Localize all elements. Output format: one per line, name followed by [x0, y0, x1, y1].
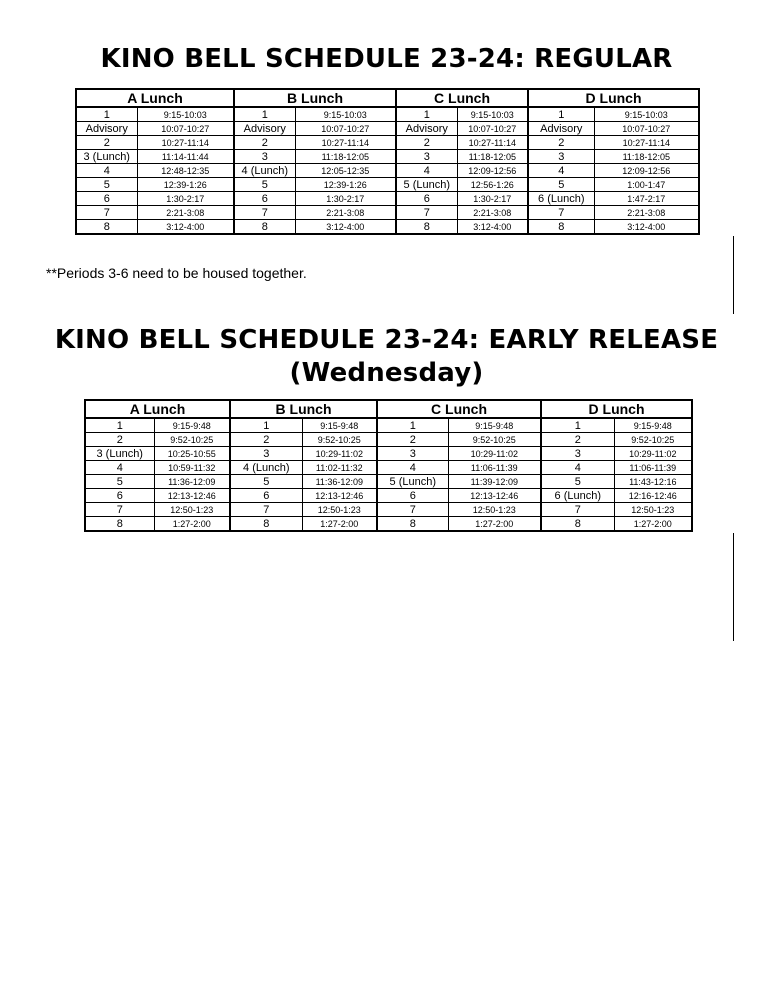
- period-cell: 6: [85, 489, 154, 503]
- period-cell: 8: [528, 220, 594, 235]
- regular-header-row: [76, 89, 699, 107]
- time-cell: 10:07-10:27: [457, 122, 528, 136]
- period-cell: 1: [541, 418, 614, 433]
- time-cell: 12:16-12:46: [614, 489, 692, 503]
- period-cell: 2: [396, 136, 457, 150]
- time-cell: 9:52-10:25: [154, 433, 230, 447]
- period-cell: 4: [377, 461, 448, 475]
- period-cell: 4: [528, 164, 594, 178]
- time-cell: 10:29-11:02: [448, 447, 541, 461]
- time-cell: 10:27-11:14: [137, 136, 234, 150]
- time-cell: 1:47-2:17: [594, 192, 699, 206]
- period-cell: 1: [528, 107, 594, 122]
- lunch-group-header: A Lunch: [76, 89, 234, 107]
- time-cell: 11:18-12:05: [295, 150, 396, 164]
- period-cell: 1: [230, 418, 302, 433]
- time-cell: 3:12-4:00: [137, 220, 234, 235]
- time-cell: 10:27-11:14: [295, 136, 396, 150]
- early-release-title-line1: KINO BELL SCHEDULE 23-24: EARLY RELEASE: [54, 325, 719, 355]
- period-cell: 7: [541, 503, 614, 517]
- time-cell: 12:09-12:56: [457, 164, 528, 178]
- time-cell: 9:15-10:03: [137, 107, 234, 122]
- table-row: [76, 192, 699, 206]
- table-row: [85, 503, 692, 517]
- period-cell: 7: [76, 206, 137, 220]
- period-cell: Advisory: [396, 122, 457, 136]
- table-row: [76, 150, 699, 164]
- time-cell: 10:07-10:27: [295, 122, 396, 136]
- time-cell: 9:15-9:48: [154, 418, 230, 433]
- lunch-group-header: C Lunch: [377, 400, 541, 418]
- time-cell: 12:50-1:23: [154, 503, 230, 517]
- time-cell: 12:13-12:46: [302, 489, 377, 503]
- period-cell: 7: [396, 206, 457, 220]
- period-cell: 3: [396, 150, 457, 164]
- time-cell: 3:12-4:00: [594, 220, 699, 235]
- period-cell: 2: [230, 433, 302, 447]
- table-row: [76, 122, 699, 136]
- table-row: [85, 433, 692, 447]
- lunch-group-header: B Lunch: [230, 400, 377, 418]
- period-cell: 3: [528, 150, 594, 164]
- period-cell: 1: [85, 418, 154, 433]
- period-cell: 7: [377, 503, 448, 517]
- period-cell: 5: [230, 475, 302, 489]
- time-cell: 9:15-9:48: [614, 418, 692, 433]
- time-cell: 12:39-1:26: [295, 178, 396, 192]
- period-cell: 2: [377, 433, 448, 447]
- early-header-row: [85, 400, 692, 418]
- time-cell: 12:39-1:26: [137, 178, 234, 192]
- period-cell: 1: [234, 107, 295, 122]
- table-row: [85, 461, 692, 475]
- period-cell: 4: [76, 164, 137, 178]
- period-cell: 8: [396, 220, 457, 235]
- table-row: [85, 447, 692, 461]
- period-cell: 6: [230, 489, 302, 503]
- time-cell: 12:50-1:23: [448, 503, 541, 517]
- time-cell: 9:15-9:48: [302, 418, 377, 433]
- period-cell: 8: [541, 517, 614, 532]
- period-cell: 4: [85, 461, 154, 475]
- period-cell: 1: [76, 107, 137, 122]
- early-release-title-line2: (Wednesday): [289, 358, 484, 388]
- time-cell: 12:48-12:35: [137, 164, 234, 178]
- lunch-group-header: D Lunch: [528, 89, 699, 107]
- time-cell: 11:39-12:09: [448, 475, 541, 489]
- period-cell: 3: [230, 447, 302, 461]
- period-cell: 5: [76, 178, 137, 192]
- time-cell: 1:27-2:00: [448, 517, 541, 532]
- period-cell: Advisory: [234, 122, 295, 136]
- table-row: [76, 220, 699, 235]
- table-row: [76, 164, 699, 178]
- period-cell: 1: [396, 107, 457, 122]
- margin-rule: [733, 533, 734, 641]
- margin-rule: [733, 236, 734, 314]
- period-cell: 7: [528, 206, 594, 220]
- period-cell: 3: [541, 447, 614, 461]
- early-release-schedule-table: [84, 399, 693, 532]
- lunch-group-header: C Lunch: [396, 89, 528, 107]
- time-cell: 11:14-11:44: [137, 150, 234, 164]
- period-cell: 3 (Lunch): [76, 150, 137, 164]
- time-cell: 10:25-10:55: [154, 447, 230, 461]
- period-cell: 6: [234, 192, 295, 206]
- period-cell: 2: [85, 433, 154, 447]
- time-cell: 11:18-12:05: [594, 150, 699, 164]
- period-cell: 6: [396, 192, 457, 206]
- lunch-group-header: A Lunch: [85, 400, 230, 418]
- time-cell: 11:06-11:39: [448, 461, 541, 475]
- period-cell: 4: [541, 461, 614, 475]
- period-cell: 7: [85, 503, 154, 517]
- time-cell: 9:52-10:25: [614, 433, 692, 447]
- period-cell: 8: [85, 517, 154, 532]
- time-cell: 12:13-12:46: [448, 489, 541, 503]
- period-cell: 7: [234, 206, 295, 220]
- time-cell: 12:50-1:23: [614, 503, 692, 517]
- time-cell: 1:30-2:17: [295, 192, 396, 206]
- table-row: [76, 107, 699, 122]
- time-cell: 10:29-11:02: [614, 447, 692, 461]
- time-cell: 1:27-2:00: [154, 517, 230, 532]
- time-cell: 11:18-12:05: [457, 150, 528, 164]
- time-cell: 10:07-10:27: [137, 122, 234, 136]
- time-cell: 2:21-3:08: [457, 206, 528, 220]
- period-cell: 8: [377, 517, 448, 532]
- period-cell: 5: [528, 178, 594, 192]
- time-cell: 12:05-12:35: [295, 164, 396, 178]
- time-cell: 11:43-12:16: [614, 475, 692, 489]
- period-cell: 5 (Lunch): [377, 475, 448, 489]
- period-cell: 4 (Lunch): [234, 164, 295, 178]
- time-cell: 1:30-2:17: [137, 192, 234, 206]
- time-cell: 3:12-4:00: [295, 220, 396, 235]
- period-cell: 8: [234, 220, 295, 235]
- time-cell: 12:09-12:56: [594, 164, 699, 178]
- time-cell: 9:52-10:25: [448, 433, 541, 447]
- period-cell: 2: [541, 433, 614, 447]
- period-cell: 2: [528, 136, 594, 150]
- table-row: [85, 517, 692, 532]
- time-cell: 12:50-1:23: [302, 503, 377, 517]
- period-cell: 5: [85, 475, 154, 489]
- early-release-title: [0, 324, 773, 390]
- period-cell: 5: [541, 475, 614, 489]
- time-cell: 1:00-1:47: [594, 178, 699, 192]
- time-cell: 11:06-11:39: [614, 461, 692, 475]
- period-cell: 5 (Lunch): [396, 178, 457, 192]
- period-cell: 5: [234, 178, 295, 192]
- regular-schedule-title: KINO BELL SCHEDULE 23-24: REGULAR: [100, 44, 673, 74]
- period-cell: 4: [396, 164, 457, 178]
- time-cell: 9:15-10:03: [594, 107, 699, 122]
- time-cell: 2:21-3:08: [295, 206, 396, 220]
- time-cell: 1:27-2:00: [302, 517, 377, 532]
- table-row: [85, 489, 692, 503]
- time-cell: 10:27-11:14: [594, 136, 699, 150]
- period-cell: 6 (Lunch): [528, 192, 594, 206]
- time-cell: 10:07-10:27: [594, 122, 699, 136]
- time-cell: 1:27-2:00: [614, 517, 692, 532]
- period-cell: 6 (Lunch): [541, 489, 614, 503]
- table-row: [76, 136, 699, 150]
- lunch-group-header: D Lunch: [541, 400, 692, 418]
- time-cell: 9:52-10:25: [302, 433, 377, 447]
- time-cell: 1:30-2:17: [457, 192, 528, 206]
- regular-schedule-table: [75, 88, 700, 235]
- table-row: [76, 178, 699, 192]
- period-cell: 8: [230, 517, 302, 532]
- period-cell: Advisory: [76, 122, 137, 136]
- time-cell: 2:21-3:08: [137, 206, 234, 220]
- time-cell: 10:29-11:02: [302, 447, 377, 461]
- time-cell: 12:13-12:46: [154, 489, 230, 503]
- time-cell: 11:36-12:09: [154, 475, 230, 489]
- period-cell: 7: [230, 503, 302, 517]
- lunch-group-header: B Lunch: [234, 89, 396, 107]
- period-cell: 4 (Lunch): [230, 461, 302, 475]
- period-cell: 3: [377, 447, 448, 461]
- time-cell: 2:21-3:08: [594, 206, 699, 220]
- period-cell: 3 (Lunch): [85, 447, 154, 461]
- time-cell: 9:15-10:03: [457, 107, 528, 122]
- table-row: [85, 475, 692, 489]
- period-cell: Advisory: [528, 122, 594, 136]
- table-row: [76, 206, 699, 220]
- period-cell: 2: [76, 136, 137, 150]
- early-body: [85, 418, 692, 531]
- period-cell: 3: [234, 150, 295, 164]
- time-cell: 11:36-12:09: [302, 475, 377, 489]
- period-cell: 8: [76, 220, 137, 235]
- time-cell: 9:15-9:48: [448, 418, 541, 433]
- period-cell: 1: [377, 418, 448, 433]
- table-row: [85, 418, 692, 433]
- period-cell: 2: [234, 136, 295, 150]
- regular-body: [76, 107, 699, 234]
- time-cell: 12:56-1:26: [457, 178, 528, 192]
- time-cell: 3:12-4:00: [457, 220, 528, 235]
- time-cell: 9:15-10:03: [295, 107, 396, 122]
- time-cell: 10:59-11:32: [154, 461, 230, 475]
- period-cell: 6: [76, 192, 137, 206]
- housing-note: **Periods 3-6 need to be housed together.: [46, 265, 307, 281]
- time-cell: 11:02-11:32: [302, 461, 377, 475]
- period-cell: 6: [377, 489, 448, 503]
- time-cell: 10:27-11:14: [457, 136, 528, 150]
